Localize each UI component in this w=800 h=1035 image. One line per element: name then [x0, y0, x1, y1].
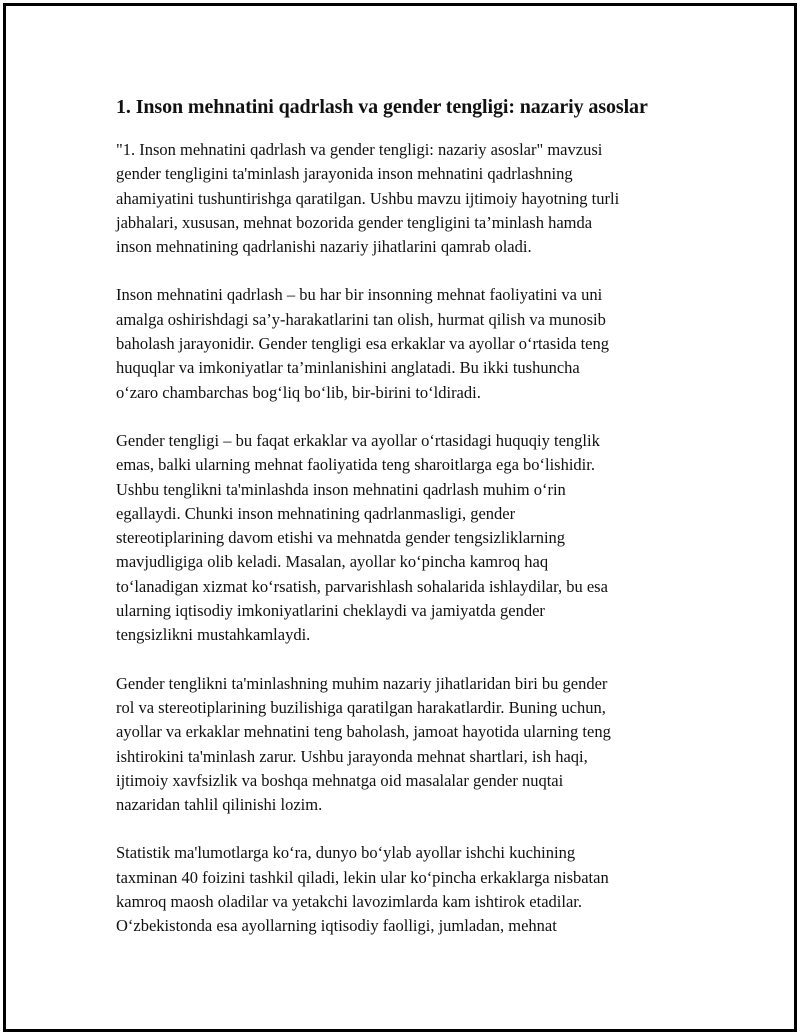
paragraph-statistics	[116, 841, 688, 938]
text-line: gender tengligini ta'minlash jarayonida inson mehnatini qadrlashning	[116, 164, 573, 184]
text-line: Inson mehnatini qadrlash – bu har bir insonning mehnat faoliyatini va uni	[116, 285, 603, 305]
text-line: nazaridan tahlil qilinishi lozim.	[116, 795, 323, 815]
text-line: kamroq maosh oladilar va yetakchi lavozimlarda kam ishtirok etadilar.	[116, 892, 582, 912]
paragraph-theoretical-aspects	[116, 672, 688, 818]
paragraph-gender-equality	[116, 429, 688, 648]
text-line: ahamiyatini tushuntirishga qaratilgan. Ushbu mavzu ijtimoiy hayotning turli	[116, 188, 620, 208]
text-line: Statistik ma'lumotlarga ko‘ra, dunyo bo‘ylab ayollar ishchi kuchining	[116, 843, 576, 863]
paragraph-intro	[116, 138, 688, 259]
paragraph-definition	[116, 283, 688, 404]
text-line: inson mehnatining qadrlanishi nazariy jihatlarini qamrab oladi.	[116, 237, 532, 257]
text-line: O‘zbekistonda esa ayollarning iqtisodiy faolligi, jumladan, mehnat	[116, 916, 557, 936]
text-line: Ushbu tenglikni ta'minlashda inson mehnatini qadrlash muhim o‘rin	[116, 479, 566, 499]
text-line: amalga oshirishdagi sa’y-harakatlarini tan olish, hurmat qilish va munosib	[116, 309, 606, 329]
text-line: ijtimoiy xavfsizlik va boshqa mehnatga oid masalalar gender nuqtai	[116, 770, 564, 790]
text-line: ayollar va erkaklar mehnatini teng baholash, jamoat hayotida ularning teng	[116, 722, 611, 742]
text-line: stereotiplarining davom etishi va mehnatda gender tengsizliklarning	[116, 528, 566, 548]
text-line: o‘zaro chambarchas bog‘liq bo‘lib, bir-birini to‘ldiradi.	[116, 382, 481, 402]
text-line: ularning iqtisodiy imkoniyatlarini cheklaydi va jamiyatda gender	[116, 601, 545, 621]
text-line: to‘lanadigan xizmat ko‘rsatish, parvarishlash sohalarida ishlaydilar, bu esa	[116, 576, 608, 596]
text-line: baholash jarayonidir. Gender tengligi esa erkaklar va ayollar o‘rtasida teng	[116, 334, 609, 354]
text-line: mavjudligiga olib keladi. Masalan, ayollar ko‘pincha kamroq haq	[116, 552, 549, 572]
text-line: huquqlar va imkoniyatlar ta’minlanishini anglatadi. Bu ikki tushuncha	[116, 358, 580, 378]
text-line: tengsizlikni mustahkamlaydi.	[116, 625, 311, 645]
document-title: 1. Inson mehnatini qadrlash va gender tengligi: nazariy asoslar	[116, 96, 648, 118]
document-body	[116, 91, 688, 963]
text-line: rol va stereotiplarining buzilishiga qaratilgan harakatlardir. Buning uchun,	[116, 697, 606, 717]
text-line: taxminan 40 foizini tashkil qiladi, lekin ular ko‘pincha erkaklarga nisbatan	[116, 867, 609, 887]
text-line: jabhalari, xususan, mehnat bozorida gender tengligini ta’minlash hamda	[116, 212, 593, 232]
text-line: emas, balki ularning mehnat faoliyatida teng sharoitlarga ega bo‘lishidir.	[116, 455, 595, 475]
text-line: ishtirokini ta'minlash zarur. Ushbu jarayonda mehnat shartlari, ish haqi,	[116, 746, 588, 766]
text-line: egallaydi. Chunki inson mehnatining qadrlanmasligi, gender	[116, 503, 516, 523]
text-line: Gender tenglikni ta'minlashning muhim nazariy jihatlaridan biri bu gender	[116, 673, 608, 693]
text-line: "1. Inson mehnatini qadrlash va gender tengligi: nazariy asoslar" mavzusi	[116, 140, 603, 159]
text-line: Gender tengligi – bu faqat erkaklar va ayollar o‘rtasidagi huquqiy tenglik	[116, 430, 600, 450]
